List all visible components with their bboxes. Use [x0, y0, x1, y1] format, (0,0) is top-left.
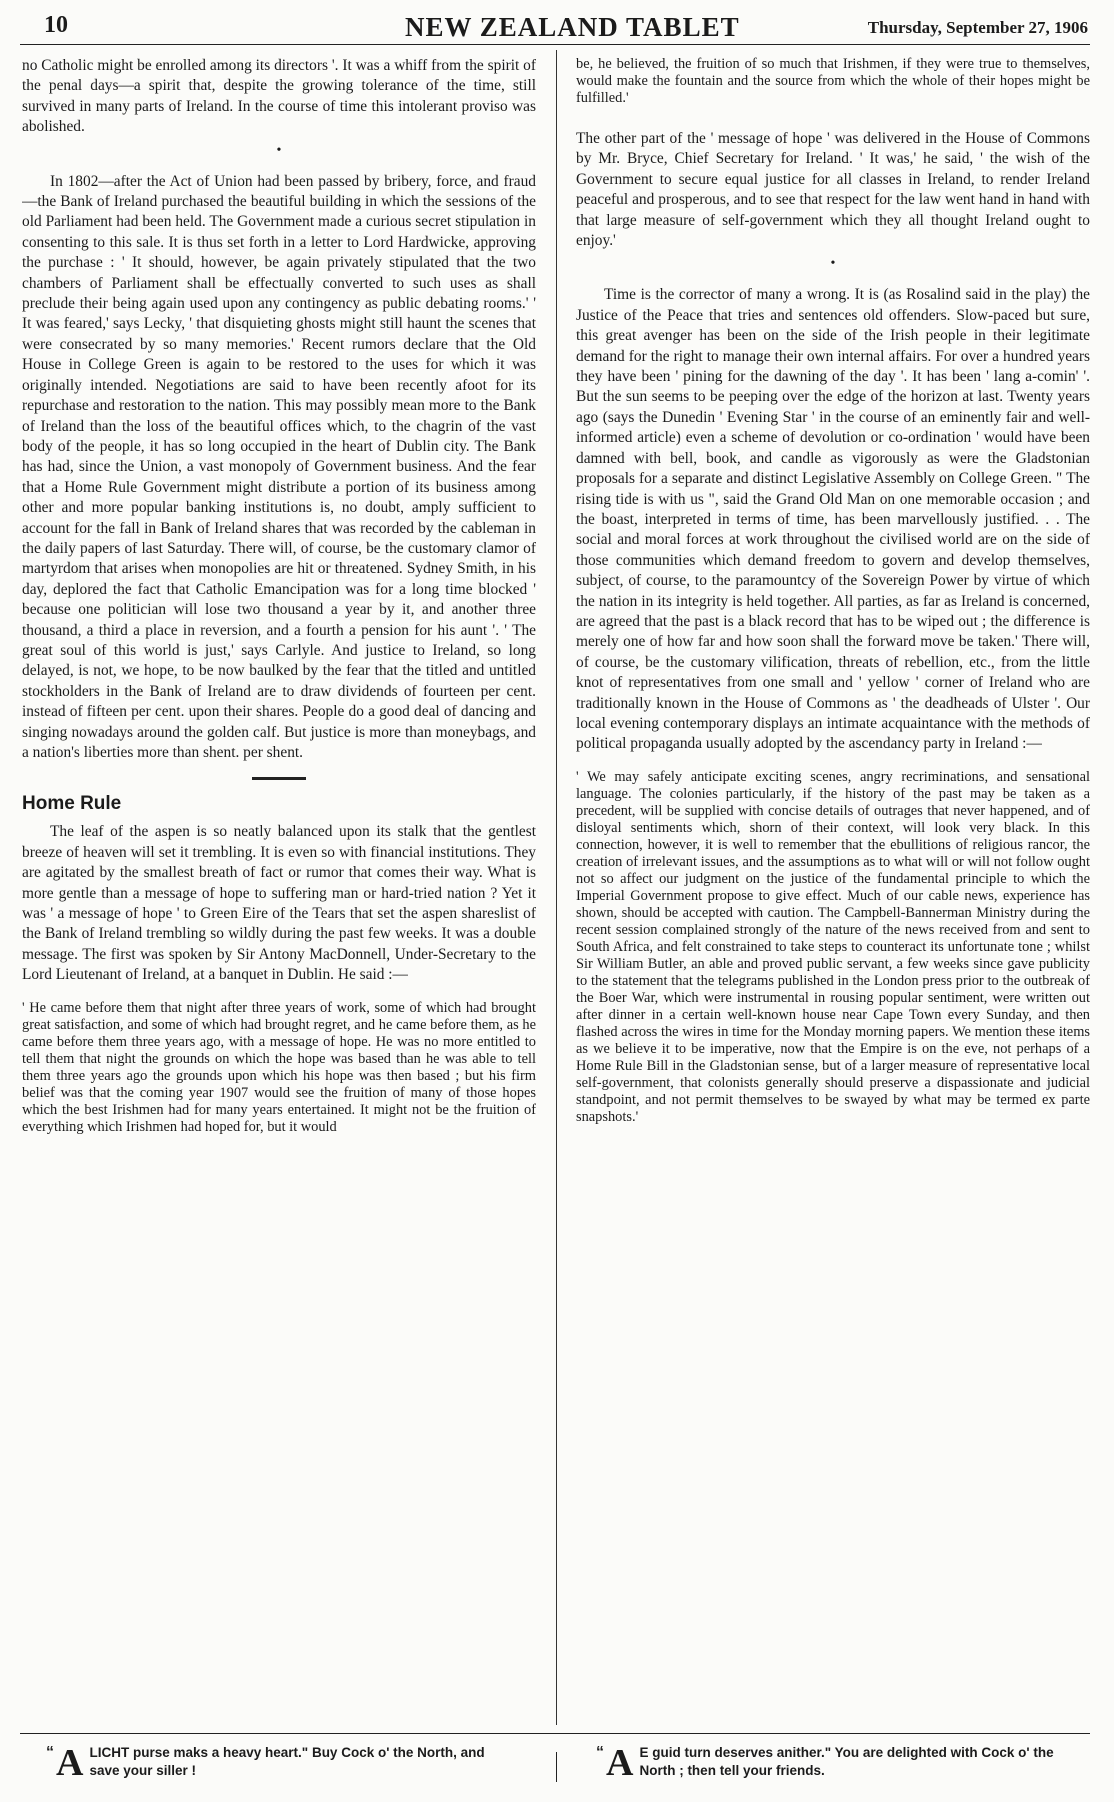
left-column — [22, 56, 536, 1718]
open-quote-mark: “ — [46, 1744, 54, 1761]
newspaper-title: NEW ZEALAND TABLET — [405, 12, 740, 42]
footer-divider — [556, 1752, 557, 1782]
right-column — [576, 56, 1090, 1718]
paragraph-bryce-message: The other part of the ' message of hope ' was delivered in the House of Commons by Mr. Bryce, Chief Secretary for Ireland. ' It was,' he said, ' the wish of the Government to secure equal justice for all classes in Ireland, to render Ireland peaceful and prosperous, and to see that respect for the law went hand in hand with that large measure of self-government which they all thought Ireland ought to enjoy.' — [576, 130, 1090, 250]
page-number: 10 — [44, 12, 68, 38]
masthead — [20, 8, 1090, 45]
advert-text: LICHT purse maks a heavy heart." Buy Cock o' the North, and save your siller ! — [89, 1745, 485, 1778]
advert-initial: A — [606, 1742, 634, 1784]
advert-cock-o-the-north-right — [596, 1744, 1066, 1788]
section-separator-dot: • — [830, 256, 836, 272]
section-separator-dot: • — [276, 142, 282, 158]
issue-date: Thursday, September 27, 1906 — [867, 18, 1088, 37]
section-rule — [252, 777, 306, 780]
paragraph-bank-of-ireland: In 1802—after the Act of Union had been passed by bribery, force, and fraud—the Bank of Ireland purchased the beautiful building in which the sessions of the old Parliament had been held. The Government made a curious secret stipulation in consenting to this sale. It is thus set forth in a letter to Lord Hardwicke, approving the purchase : ' It should, however, be again privately stipulated that the two chambers of Parliament shall be effectually converted to such uses as shall preclude their being again used upon any contingency as public debating rooms.' ' It was feared,' says Lecky, ' that disquieting ghosts might still haunt the scenes that were consecrated by so many memories.' Recent rumors declare that the Old House in College Green is again to be restored to the uses for which it was originally intended. Negotiations are said to have been recently afoot for its repurchase and restoration to the nation. This may possibly mean more to the Bank of Ireland than the loss of the beautiful offices which, to the chagrin of the vast body of the people, it has so long occupied in the heart of Dublin city. The Bank has had, since the Union, a vast monopoly of Government business. And the fear that a Home Rule Government might distribute a portion of its business among other and more popular banking institutions is, no doubt, amply sufficient to account for the fall in Bank of Ireland shares that was recorded by the cableman in the daily papers of last Saturday. There will, of course, be the customary clamor of martyrdom that arises when monopolies are hit or threatened. Sydney Smith, in his day, deplored the fact that Catholic Emancipation was for a long time blocked ' because one politician will lose two thousand a year by it, and another three thousand, a third a place in reversion, and a fourth a pension for his aunt '. ' The great soul of this world is just,' says Carlyle. And justice to Ireland, so long delayed, is not, we hope, to be now baulked by the fear that the titled and untitled stockholders in the Bank of Ireland are to draw dividends of fourteen per cent. instead of fifteen per cent. upon their shares. People do a good deal of dancing and singing nowadays around the golden calf. But justice is more than moneybags, and a nation's liberties more than shent. per shent. — [22, 172, 536, 761]
column-divider — [556, 50, 557, 1725]
open-quote-mark: “ — [596, 1744, 604, 1761]
advert-initial: A — [56, 1742, 84, 1784]
paragraph-directors-proviso: no Catholic might be enrolled among its directors '. It was a whiff from the spirit of the penal days—a spirit that, despite the growing tolerance of the time, still survived in many parts of Ireland. In the course of time this intolerant proviso was abolished. — [22, 57, 536, 136]
advert-cock-o-the-north-left — [46, 1744, 516, 1788]
quote-macdonnell: ' He came before them that night after three years of work, some of which had brought great satisfaction, and some of which had brought regret, and he came before them, as he came before them three years ago, with a message of hope. He was no more entitled to tell them that night the grounds on which the hope was based than he was able to tell them three years ago the grounds upon which his hope was then based ; but his firm belief was that the coming year 1907 would see the fruition of many of those hopes which the best Irishmen had for many years entertained. It might not be the fruition of everything which Irishmen had hoped for, but it would — [22, 999, 536, 1135]
footer-rule — [20, 1733, 1090, 1734]
quote-macdonnell-continued: be, he believed, the fruition of so much that Irishmen, if they were true to themselves, would make the fountain and the source from which the whole of their hopes might be fulfilled.' — [576, 56, 1090, 106]
section-heading-home-rule: Home Rule — [22, 793, 122, 815]
advert-text: E guid turn deserves anither." You are delighted with Cock o' the North ; then tell your friends. — [639, 1745, 1054, 1778]
paragraph-aspen-leaf: The leaf of the aspen is so neatly balanced upon its stalk that the gentlest breeze of heaven will set it trembling. It is even so with financial institutions. They are agitated by the smallest breath of fact or rumor that comes their way. What is more gentle than a message of hope to suffering man or hard-tried nation ? Yet it was ' a message of hope ' to Green Eire of the Tears that set the aspen shareslist of the Bank of Ireland trembling so wildly during the past few weeks. It was a double message. The first was spoken by Sir Antony MacDonnell, Under-Secretary to the Lord Lieutenant of Ireland, at a banquet in Dublin. He said :— — [22, 823, 536, 984]
paragraph-time-corrector: Time is the corrector of many a wrong. It is (as Rosalind said in the play) the Justice of the Peace that tries and sentences old offenders. Slow-paced but sure, this great avenger has been on the side of the Irish people in their legitimate demand for the right to manage their own internal affairs. For over a hundred years they have been ' pining for the dawning of the day '. It has been ' lang a-comin' '. But the sun seems to be peeping over the edge of the horizon at last. Twenty years ago (says the Dunedin ' Evening Star ' in the course of an eminently fair and well-informed article) even a scheme of devolution or co-ordination ' would have been damned with bell, book, and candle as vigorously as were the Gladstonian proposals for a separate and distinct Legislative Assembly on College Green. " The rising tide is with us ", said the Grand Old Man on one memorable occasion ; and the boast, interpreted in terms of time, has been marvellously justified. . . The social and moral forces at work throughout the civilised world are on the side of those communities which demand freedom to govern and develop themselves, subject, of course, to the paramountcy of the Sovereign Power by virtue of which the nation in its integrity is held together. All parties, as far as Ireland is concerned, are agreed that the past is a black record that has to be wiped out ; the difference is merely one of how far and how soon shall the forward move be taken.' There will, of course, be the customary vilification, threats of rebellion, etc., from the little knot of representatives from one small and ' yellow ' corner of Ireland who are traditionally known in the House of Commons as ' the deadheads of Ulster '. Our local evening contemporary displays an intimate acquaintance with the methods of political propaganda usually adopted by the ascendancy party in Ireland :— — [576, 286, 1090, 753]
quote-evening-star: ' We may safely anticipate exciting scenes, angry recriminations, and sensational language. The colonies particularly, if the history of the past may be taken as a precedent, will be supplied with concise details of outrages that never happened, and of disloyal sentiments which, shorn of their context, will look very black. In this connection, however, it is well to remember that the ebullitions of religious rancor, the creation of irrelevant issues, and the assumptions as to what will or will not follow ought not so affect our judgment on the justice of the fundamental principle to which the Imperial Government propose to give effect. Much of our cable news, experience has shown, should be accepted with caution. The Campbell-Bannerman Ministry during the recent session complained strongly of the nature of the news received from and sent to South Africa, and felt constrained to take steps to counteract its unfortunate tone ; whilst Sir William Butler, an able and proved public servant, a few weeks since gave publicity to the statement that the telegrams published in the London press prior to the outbreak of the Boer War, which were instrumental in rousing popular sentiment, were written out after dinner in a certain well-known house near Cape Town every Sunday, and then flashed across the wires in time for the Monday morning papers. We mention these items as we believe it to be imperative, now that the Empire is on the eve, not perhaps of a Home Rule Bill in the Gladstonian sense, but of a larger measure of representative local self-government, that colonists generally should preserve a dispassionate and judicial standpoint, and not permit themselves to be swayed by what may be termed ex parte snapshots.' — [576, 768, 1090, 1125]
